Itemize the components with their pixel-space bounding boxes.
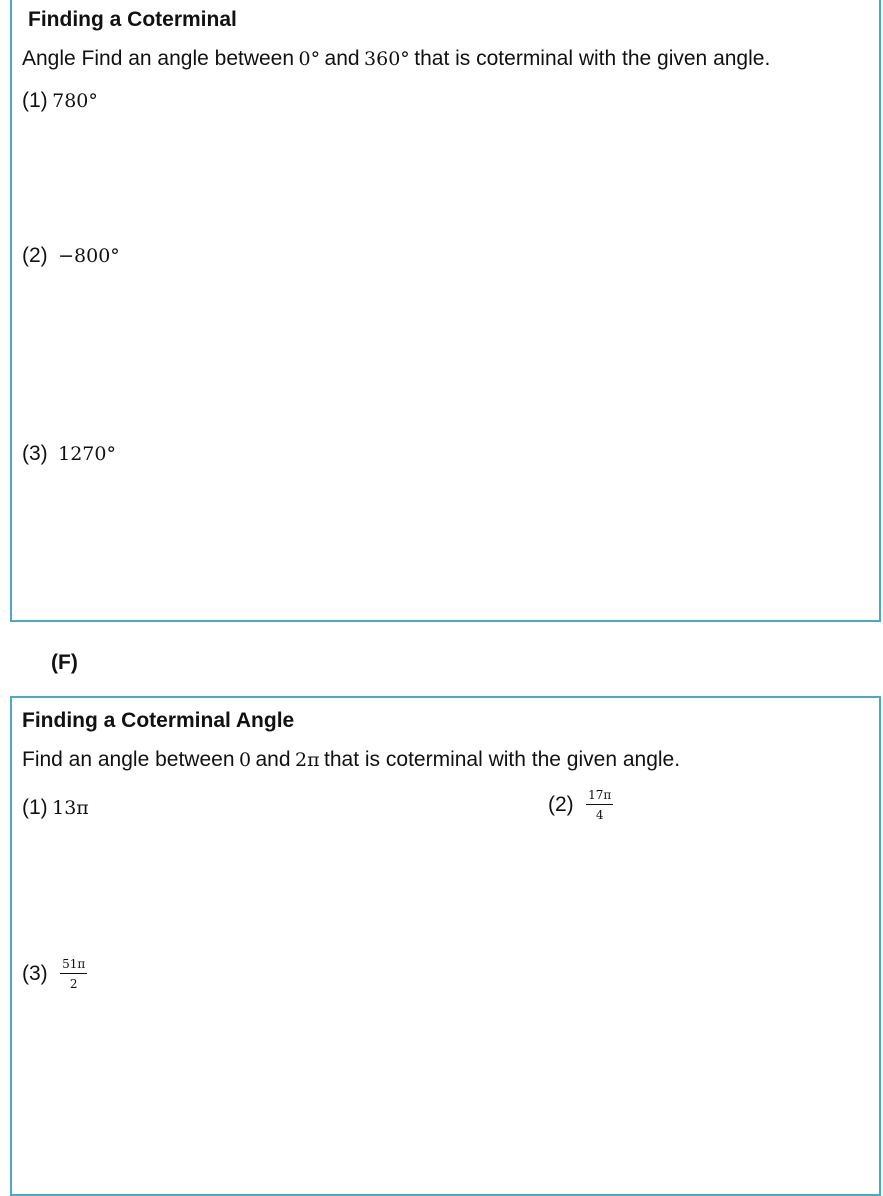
problem-label: (3) (22, 442, 48, 465)
section1-problem-1 (22, 89, 98, 113)
problem-label: (3) (22, 962, 48, 985)
problem-label: (1) (22, 796, 48, 819)
angle-two-pi: 2π (295, 749, 320, 771)
instruction-text-post: that is coterminal with the given angle. (414, 47, 771, 70)
section1-problem-3 (22, 442, 116, 466)
fraction-denominator: 4 (595, 808, 604, 822)
section2-instruction (22, 748, 680, 772)
section2-problem-2 (548, 789, 613, 821)
instruction-text-pre: Find an angle between (22, 748, 235, 771)
fraction (60, 958, 87, 990)
problem-value: −800° (58, 245, 120, 267)
section1-instruction (22, 47, 770, 71)
problem-label: (2) (548, 793, 574, 816)
fraction-denominator: 2 (69, 977, 78, 991)
angle-zero-degrees: 0° (298, 48, 321, 70)
problem-label: (1) (22, 89, 48, 112)
section1-problem-2 (22, 244, 120, 268)
instruction-text-mid: and (324, 47, 360, 70)
instruction-text-pre: Angle Find an angle between (22, 47, 295, 70)
problem-value: 1270° (58, 443, 116, 465)
angle-zero: 0 (238, 749, 252, 771)
fraction (586, 789, 613, 821)
section-label-f: (F) (51, 651, 78, 674)
fraction-numerator: 51π (60, 958, 87, 974)
problem-label: (2) (22, 244, 48, 267)
section2-problem-1 (22, 796, 89, 820)
instruction-text-mid: and (255, 748, 291, 771)
problem-value: 780° (52, 90, 98, 112)
problem-box-1 (10, 0, 881, 622)
section1-title: Finding a Coterminal (28, 8, 237, 31)
angle-360-degrees: 360° (364, 48, 410, 70)
section2-problem-3 (22, 958, 87, 990)
problem-value: 13π (52, 797, 89, 819)
section2-title: Finding a Coterminal Angle (22, 709, 295, 732)
fraction-numerator: 17π (586, 789, 613, 805)
instruction-text-post: that is coterminal with the given angle. (324, 748, 681, 771)
